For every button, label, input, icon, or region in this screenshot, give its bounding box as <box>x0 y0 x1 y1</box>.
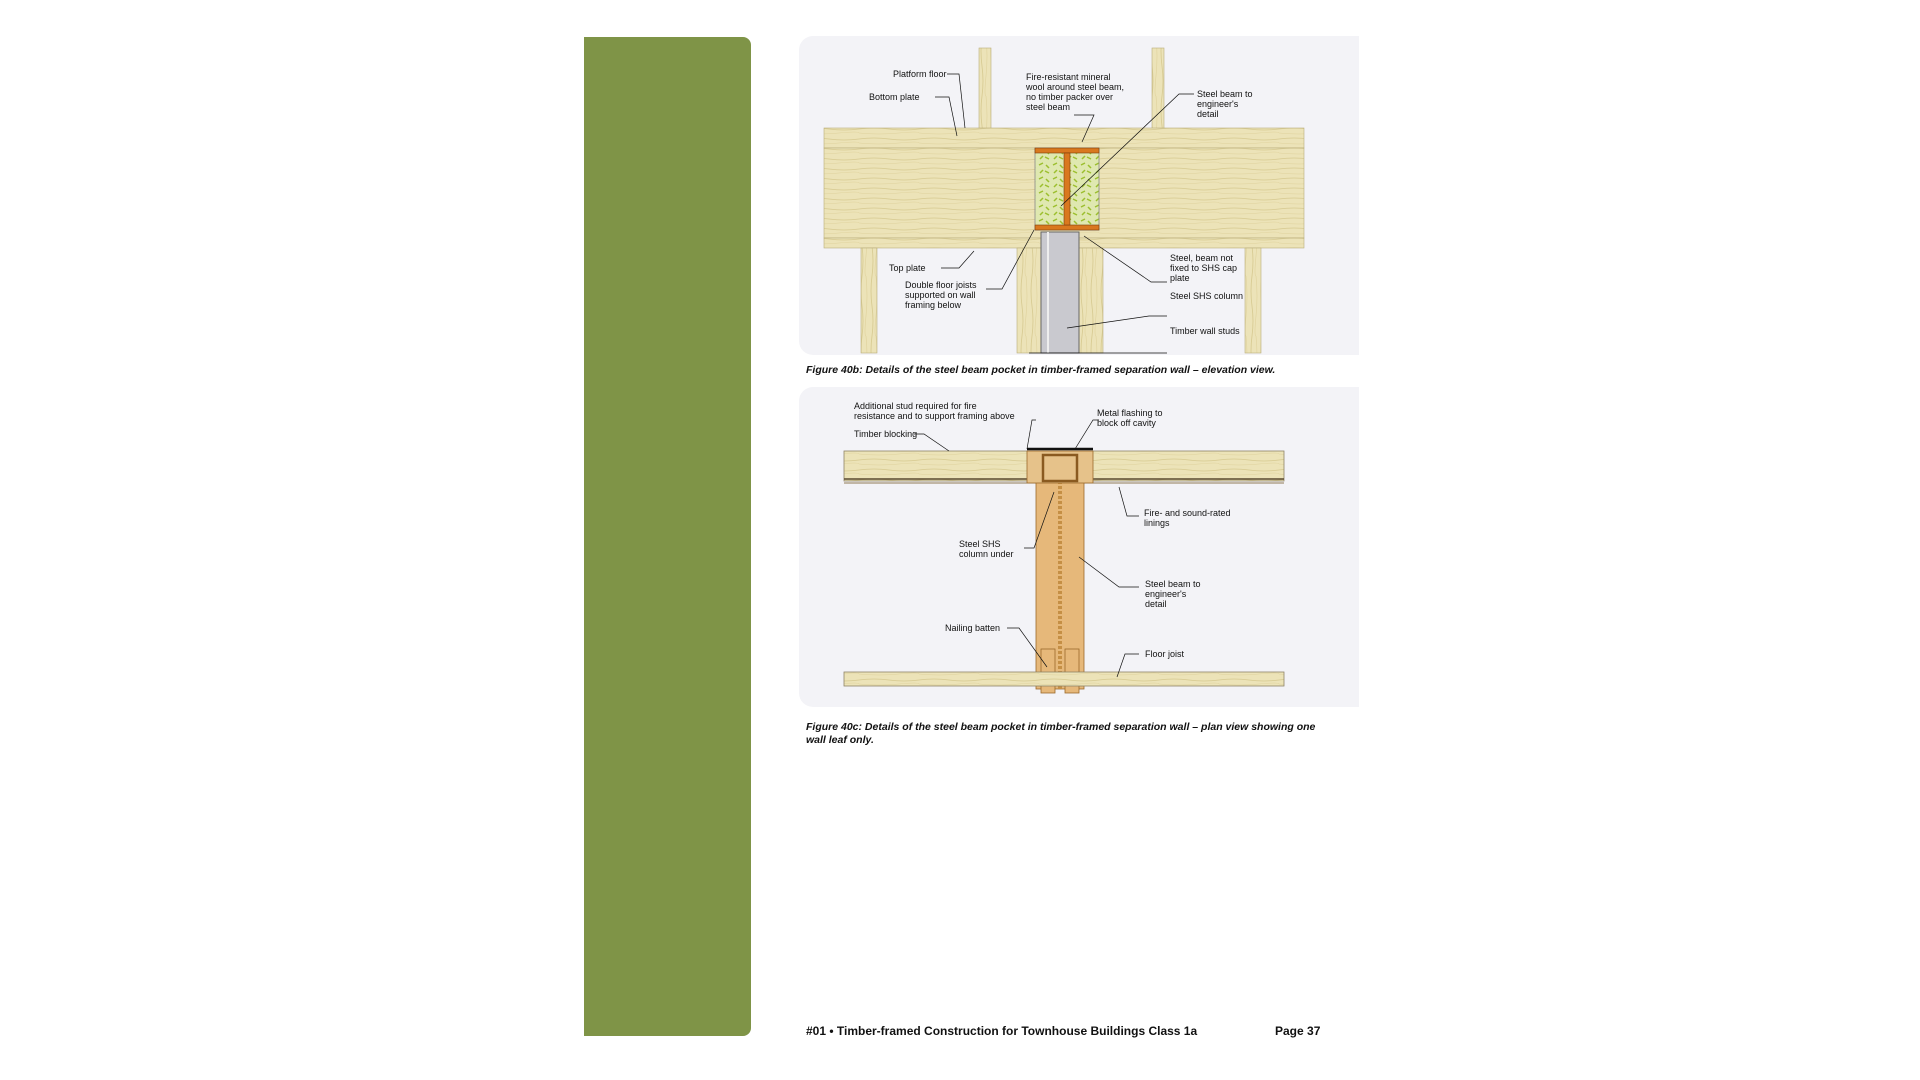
figure-40c-caption <box>806 721 1315 747</box>
plan-diagram <box>799 387 1359 707</box>
label-bottom-plate: Bottom plate <box>869 92 920 102</box>
steel-beam-flange <box>1035 225 1099 230</box>
steel-beam-flange <box>1035 148 1099 153</box>
lower-stud <box>1079 248 1103 353</box>
floor-joist <box>844 672 1284 686</box>
label-double-joists: Double floor joists <box>905 280 977 290</box>
label-floor-joist: Floor joist <box>1145 649 1185 659</box>
label-metal-flashing: block off cavity <box>1097 418 1156 428</box>
elevation-diagram <box>799 36 1359 355</box>
label-mineral-wool: steel beam <box>1026 102 1071 112</box>
label-linings: Fire- and sound-rated <box>1144 508 1231 518</box>
label-steel-beam: Steel beam to <box>1145 579 1201 589</box>
label-steel-beam: detail <box>1145 599 1167 609</box>
label-beam-not-fixed: plate <box>1170 273 1190 283</box>
label-beam-not-fixed: Steel, beam not <box>1170 253 1234 263</box>
label-linings: linings <box>1144 518 1170 528</box>
label-shs-column: Steel SHS column <box>1170 291 1244 301</box>
label-double-joists: framing below <box>905 300 962 310</box>
label-shs-under: column under <box>959 549 1014 559</box>
label-metal-flashing: Metal flashing to <box>1097 408 1163 418</box>
label-steel-beam: engineer's <box>1197 99 1239 109</box>
label-steel-beam: Steel beam to <box>1197 89 1253 99</box>
label-double-joists: supported on wall <box>905 290 976 300</box>
label-additional-stud: Additional stud required for fire <box>854 401 977 411</box>
label-beam-not-fixed: fixed to SHS cap <box>1170 263 1238 273</box>
page-number: Page 37 <box>1275 1024 1321 1038</box>
upper-stud <box>979 48 991 138</box>
label-timber-blocking: Timber blocking <box>854 429 918 439</box>
label-mineral-wool: no timber packer over <box>1026 92 1114 102</box>
lower-stud <box>1017 248 1041 353</box>
label-additional-stud: resistance and to support framing above <box>854 411 1015 421</box>
figure-40c-caption-line2: wall leaf only. <box>806 734 874 746</box>
label-top-plate: Top plate <box>889 263 926 273</box>
bottom-plate <box>824 128 1304 148</box>
footer-title: #01 • Timber-framed Construction for Townhouse Buildings Class 1a <box>806 1024 1198 1038</box>
figure-40c-caption-line1: Figure 40c: Details of the steel beam pocket in timber-framed separation wall – plan view showing one <box>806 721 1316 733</box>
label-wall-studs: Timber wall studs <box>1170 326 1240 336</box>
steel-beam-web <box>1064 153 1070 225</box>
label-mineral-wool: wool around steel beam, <box>1026 82 1125 92</box>
figure-40b-caption: Figure 40b: Details of the steel beam pocket in timber-framed separation wall – elevation view. <box>806 364 1276 376</box>
green-sidebar <box>584 37 751 1036</box>
lower-stud <box>861 248 877 353</box>
label-platform-floor: Platform floor <box>893 69 947 79</box>
figure-40c-panel <box>799 387 1359 707</box>
nailing-batten <box>1065 649 1079 693</box>
steel-shs-column <box>1041 232 1079 353</box>
lower-stud <box>1245 248 1261 353</box>
label-shs-under: Steel SHS <box>959 539 1001 549</box>
nailing-batten <box>1041 649 1055 693</box>
label-steel-beam: detail <box>1197 109 1219 119</box>
upper-stud <box>1152 48 1164 138</box>
figure-40b-panel <box>799 36 1359 355</box>
label-mineral-wool: Fire-resistant mineral <box>1026 72 1111 82</box>
label-nailing-batten: Nailing batten <box>945 623 1001 633</box>
label-steel-beam: engineer's <box>1145 589 1187 599</box>
